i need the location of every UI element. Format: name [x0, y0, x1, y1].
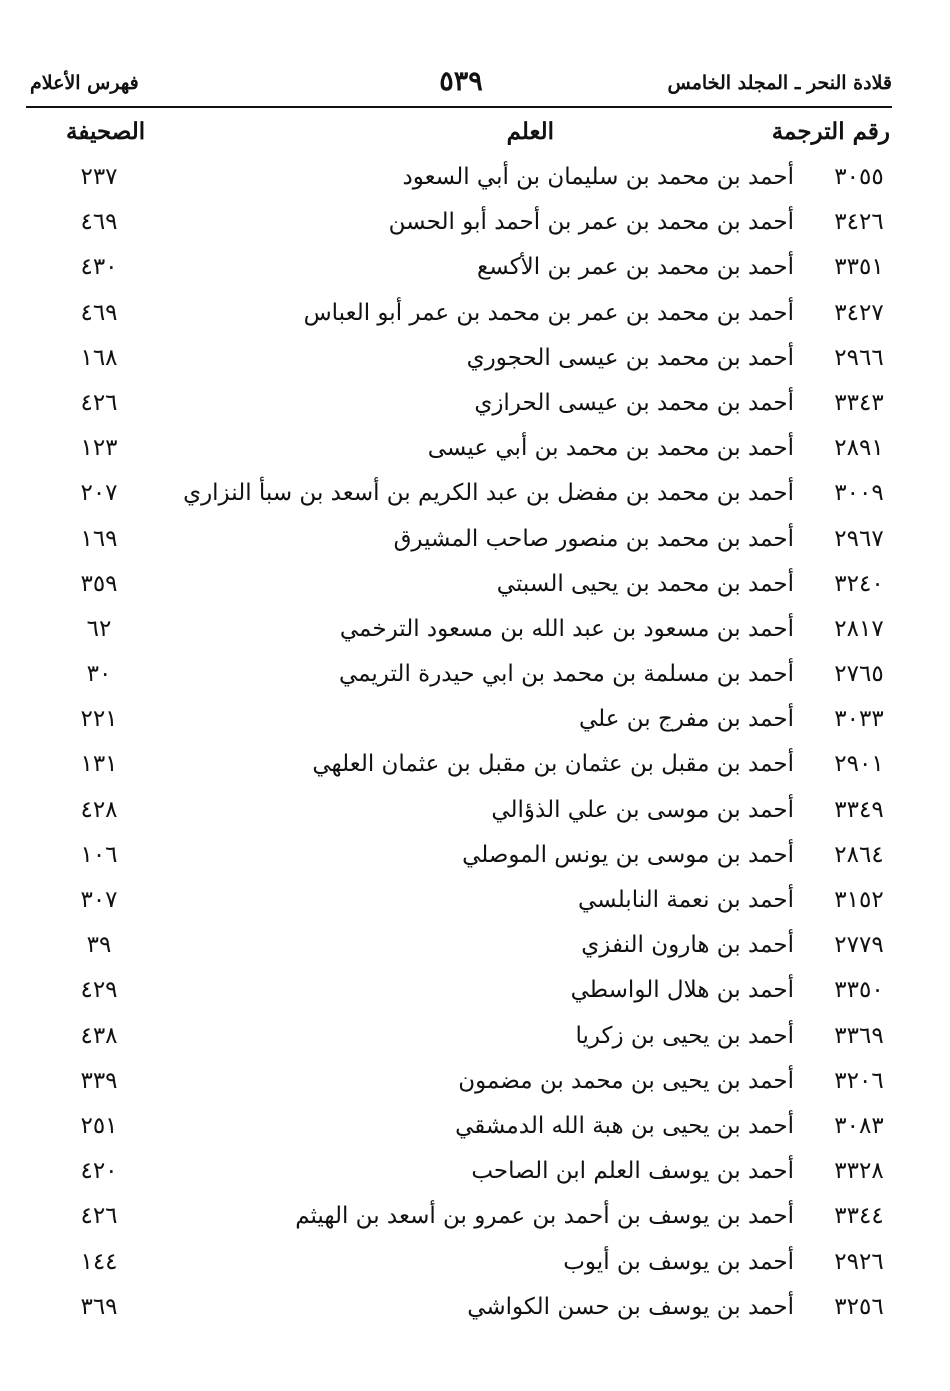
entry-page: ٤٢٦: [80, 1203, 118, 1230]
index-entry: [58, 563, 890, 608]
index-entry: [58, 1015, 890, 1060]
entry-number: ٣٠٠٩: [834, 480, 884, 507]
entry-page: ١٣١: [80, 751, 118, 778]
entry-name: أحمد بن يحيى بن زكريا: [575, 1022, 794, 1049]
entry-page: ٤٣٨: [80, 1022, 118, 1049]
entry-page: ٢٢١: [80, 706, 118, 733]
index-entry: [58, 879, 890, 924]
index-entry: [58, 789, 890, 834]
index-entry: [58, 246, 890, 291]
entry-page: ٢٠٧: [80, 480, 118, 507]
entry-number: ٣٤٢٦: [834, 209, 884, 236]
entry-number: ٣١٥٢: [834, 887, 884, 913]
entry-page: ٤٦٩: [80, 299, 118, 326]
entry-name: أحمد بن محمد بن سليمان بن أبي السعود: [402, 164, 794, 190]
column-headers: [58, 118, 890, 158]
entry-number: ٣٤٢٧: [834, 299, 884, 326]
index-entry: [58, 969, 890, 1014]
entry-page: ٣٠٧: [80, 887, 118, 913]
page-number: ٥٣٩: [439, 66, 483, 97]
entry-page: ٤٢٨: [80, 796, 118, 823]
index-title: فهرس الأعلام: [30, 72, 139, 94]
entry-number: ٢٩٢٦: [834, 1248, 884, 1275]
book-title: قلادة النحر ـ المجلد الخامس: [667, 72, 892, 94]
entry-number: ٢٨٦٤: [834, 841, 884, 868]
entry-number: ٣٣٤٤: [834, 1203, 884, 1230]
entry-page: ٢٣٧: [80, 164, 118, 190]
entry-number: ٣٣٦٩: [834, 1022, 884, 1049]
index-entry: [58, 698, 890, 743]
entry-page: ٤٦٩: [80, 209, 118, 236]
entry-name: أحمد بن محمد بن عيسى الحجوري: [466, 344, 794, 371]
entry-name: أحمد بن مفرج بن علي: [578, 706, 794, 733]
index-entry: [58, 201, 890, 246]
entry-page: ٣٠: [86, 661, 112, 688]
entry-number: ٢٩٠١: [834, 751, 884, 778]
index-entry: [58, 1060, 890, 1105]
entry-number: ٣٠٣٣: [834, 706, 884, 733]
entry-page: ٤٢٦: [80, 389, 118, 416]
index-entries: [58, 156, 890, 1331]
index-entry: [58, 156, 890, 201]
entry-number: ٢٨٩١: [834, 435, 884, 462]
entry-number: ٣٣٢٨: [834, 1158, 884, 1185]
entry-page: ١٦٨: [80, 344, 118, 371]
entry-number: ٣٣٤٣: [834, 389, 884, 416]
entry-number: ٢٧٦٥: [834, 661, 884, 688]
running-head: [30, 66, 892, 100]
entry-number: ٣٠٨٣: [834, 1112, 884, 1139]
entry-page: ١٠٦: [80, 841, 118, 868]
entry-name: أحمد بن محمد بن عمر بن محمد بن عمر أبو العباس: [303, 299, 794, 326]
index-entry: [58, 337, 890, 382]
entry-name: أحمد بن محمد بن عمر بن الأكسع: [476, 254, 794, 281]
entry-name: أحمد بن مقبل بن عثمان بن مقبل بن عثمان العلهي: [312, 751, 794, 778]
index-entry: [58, 1241, 890, 1286]
entry-number: ٣٢٠٦: [834, 1067, 884, 1094]
entry-number: ٣٣٤٩: [834, 796, 884, 823]
entry-number: ٢٧٧٩: [834, 932, 884, 959]
index-entry: [58, 1286, 890, 1331]
entry-name: أحمد بن يحيى بن محمد بن مضمون: [458, 1067, 794, 1094]
entry-name: أحمد بن محمد بن منصور صاحب المشيرق: [393, 525, 794, 552]
entry-page: ٤٢٩: [80, 977, 118, 1004]
entry-page: ٦٢: [86, 615, 112, 642]
entry-name: أحمد بن نعمة النابلسي: [578, 887, 794, 913]
entry-name: أحمد بن مسعود بن عبد الله بن مسعود الترخمي: [339, 615, 794, 642]
entry-name: أحمد بن محمد بن يحيى السبتي: [496, 570, 794, 597]
index-entry: [58, 518, 890, 563]
entry-number: ٣٣٥٠: [834, 977, 884, 1004]
entry-name: أحمد بن محمد بن عيسى الحرازي: [474, 389, 794, 416]
index-entry: [58, 608, 890, 653]
entry-page: ٣٥٩: [80, 570, 118, 597]
entry-name: أحمد بن يوسف بن حسن الكواشي: [467, 1293, 794, 1320]
header-rule: [26, 106, 892, 108]
index-entry: [58, 1195, 890, 1240]
entry-number: ٢٩٦٦: [834, 344, 884, 371]
entry-page: ١٤٤: [80, 1248, 118, 1275]
index-entry: [58, 427, 890, 472]
entry-page: ١٢٣: [80, 435, 118, 462]
entry-name: أحمد بن يوسف العلم ابن الصاحب: [471, 1158, 794, 1185]
entry-page: ١٦٩: [80, 525, 118, 552]
entry-name: أحمد بن مسلمة بن محمد بن ابي حيدرة التريمي: [338, 661, 794, 688]
entry-number: ٢٩٦٧: [834, 525, 884, 552]
entry-name: أحمد بن هارون النفزي: [581, 932, 794, 959]
column-header-number: رقم الترجمة: [771, 118, 890, 145]
column-header-name: العلم: [506, 118, 554, 145]
entry-name: أحمد بن موسى بن يونس الموصلي: [462, 841, 794, 868]
entry-name: أحمد بن محمد بن مفضل بن عبد الكريم بن أسعد بن سبأ النزاري: [183, 480, 794, 507]
index-entry: [58, 292, 890, 337]
entry-name: أحمد بن يوسف بن أيوب: [563, 1248, 794, 1275]
entry-page: ٤٣٠: [80, 254, 118, 281]
entry-page: ٣٣٩: [80, 1067, 118, 1094]
entry-number: ٣٣٥١: [834, 254, 884, 281]
entry-name: أحمد بن يوسف بن أحمد بن عمرو بن أسعد بن الهيثم: [295, 1203, 794, 1230]
entry-page: ٣٩: [86, 932, 112, 959]
index-entry: [58, 1150, 890, 1195]
entry-name: أحمد بن موسى بن علي الذؤالي: [491, 796, 794, 823]
index-entry: [58, 834, 890, 879]
entry-name: أحمد بن محمد بن محمد بن أبي عيسى: [427, 435, 794, 462]
entry-name: أحمد بن هلال الواسطي: [570, 977, 794, 1004]
entry-number: ٣٠٥٥: [834, 164, 884, 190]
index-entry: [58, 924, 890, 969]
index-entry: [58, 1105, 890, 1150]
column-header-page: الصحيفة: [66, 118, 146, 145]
entry-name: أحمد بن يحيى بن هبة الله الدمشقي: [455, 1112, 794, 1139]
index-entry: [58, 382, 890, 427]
index-entry: [58, 653, 890, 698]
entry-page: ٣٦٩: [80, 1293, 118, 1320]
entry-number: ٣٢٥٦: [834, 1293, 884, 1320]
entry-number: ٣٢٤٠: [834, 570, 884, 597]
index-entry: [58, 743, 890, 788]
entry-number: ٢٨١٧: [834, 615, 884, 642]
entry-page: ٢٥١: [80, 1112, 118, 1139]
index-entry: [58, 472, 890, 517]
entry-page: ٤٢٠: [80, 1158, 118, 1185]
entry-name: أحمد بن محمد بن عمر بن أحمد أبو الحسن: [388, 209, 794, 236]
